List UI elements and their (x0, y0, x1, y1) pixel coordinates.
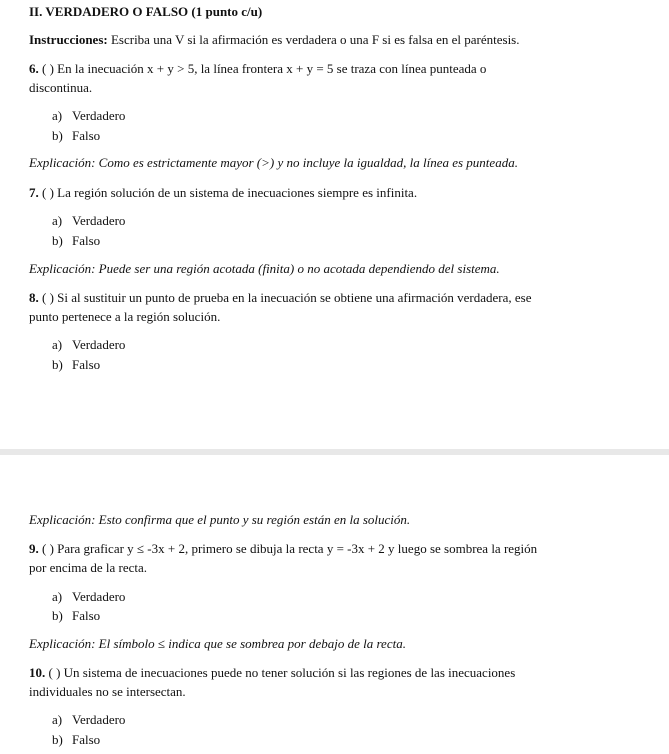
instructions-text: Escriba una V si la afirmación es verdadera o una F si es falsa en el paréntesis. (107, 32, 520, 47)
question-number: 9. (29, 541, 39, 556)
question-9-option-b (52, 608, 100, 624)
section-title: II. VERDADERO O FALSO (1 punto c/u) (29, 4, 263, 19)
option-text: Falso (72, 233, 101, 248)
question-text: ( ) En la inecuación x + y > 5, la línea frontera x + y = 5 se traza con línea punteada o (42, 61, 487, 76)
question-10-line-1 (29, 665, 515, 681)
option-text: Verdadero (72, 337, 126, 352)
question-8-option-a (52, 337, 125, 353)
option-text: Verdadero (72, 213, 126, 228)
option-letter: a) (52, 589, 63, 604)
option-letter: a) (52, 108, 63, 123)
option-text: Verdadero (72, 712, 126, 727)
option-text: Falso (72, 128, 101, 143)
instructions-label: Instrucciones: (29, 32, 108, 47)
question-number: 7. (29, 185, 39, 200)
question-number: 10. (29, 665, 46, 680)
option-letter: a) (52, 213, 63, 228)
question-10-option-b (52, 732, 100, 748)
question-9-line-1 (29, 541, 537, 557)
question-6-explanation: Explicación: Como es estrictamente mayor (>) y no incluye la igualdad, la línea es punteada. (29, 155, 518, 170)
option-text: Falso (72, 357, 101, 372)
option-letter: a) (52, 337, 63, 352)
question-7-line-1 (29, 185, 417, 201)
instructions (29, 32, 520, 48)
question-10-line-2: individuales no se intersectan. (29, 684, 186, 699)
question-6-line-1 (29, 61, 486, 77)
question-6-option-b (52, 128, 100, 144)
question-text: ( ) Si al sustituir un punto de prueba en la inecuación se obtiene una afirmación verdadera, ese (42, 290, 532, 305)
option-letter: b) (52, 357, 63, 372)
option-letter: b) (52, 732, 63, 747)
question-7-explanation: Explicación: Puede ser una región acotada (finita) o no acotada dependiendo del sistema. (29, 261, 500, 276)
option-text: Falso (72, 732, 101, 747)
question-text: ( ) Un sistema de inecuaciones puede no tener solución si las regiones de las inecuaciones (48, 665, 516, 680)
question-7-option-a (52, 213, 125, 229)
question-text: ( ) Para graficar y ≤ -3x + 2, primero se dibuja la recta y = -3x + 2 y luego se sombrea la región (42, 541, 538, 556)
option-text: Verdadero (72, 108, 126, 123)
document-page-2 (0, 455, 669, 754)
question-8-explanation: Explicación: Esto confirma que el punto y su región están en la solución. (29, 512, 411, 527)
question-10-option-a (52, 712, 125, 728)
question-8-line-1 (29, 290, 532, 306)
question-7-option-b (52, 233, 100, 249)
option-letter: b) (52, 233, 63, 248)
question-text: ( ) La región solución de un sistema de inecuaciones siempre es infinita. (42, 185, 418, 200)
question-8-line-2: punto pertenece a la región solución. (29, 309, 221, 324)
option-text: Falso (72, 608, 101, 623)
option-letter: b) (52, 128, 63, 143)
question-6-option-a (52, 108, 125, 124)
question-9-explanation: Explicación: El símbolo ≤ indica que se sombrea por debajo de la recta. (29, 636, 406, 651)
option-text: Verdadero (72, 589, 126, 604)
question-number: 8. (29, 290, 39, 305)
question-8-option-b (52, 357, 100, 373)
question-9-option-a (52, 589, 125, 605)
option-letter: a) (52, 712, 63, 727)
question-6-line-2: discontinua. (29, 80, 93, 95)
question-number: 6. (29, 61, 39, 76)
option-letter: b) (52, 608, 63, 623)
question-9-line-2: por encima de la recta. (29, 560, 148, 575)
